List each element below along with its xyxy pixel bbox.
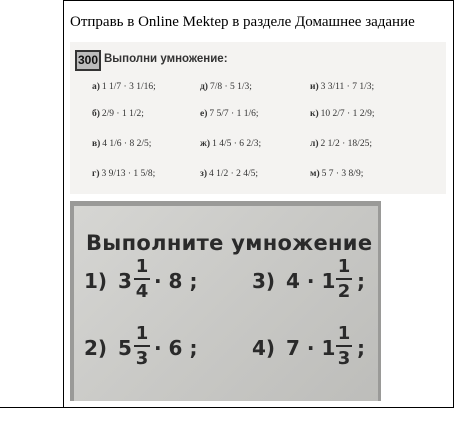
exercise-item: г) 3 9/13 · 1 5/8; — [92, 169, 156, 179]
photo-item-tail: ; — [357, 336, 365, 360]
photo-item-whole: 5 — [118, 336, 132, 360]
exercise-number: 300 — [75, 50, 101, 71]
photo-heading: Выполните умножение — [86, 231, 373, 255]
textbook-exercise-image — [70, 42, 446, 194]
photo-item-fraction: 1 2 — [337, 256, 351, 302]
photo-item-label: 2) — [84, 336, 108, 360]
photo-item-head: 7 · 1 — [286, 336, 336, 360]
exercise-photo — [70, 201, 381, 401]
exercise-item: з) 4 1/2 · 2 4/5; — [200, 169, 259, 179]
assignment-title: Отправь в Online Mektep в разделе Домашнее задание — [70, 14, 415, 30]
photo-item-tail: · 8 ; — [154, 269, 198, 293]
exercise-item: в) 4 1/6 · 8 2/5; — [92, 139, 152, 149]
photo-item-fraction: 1 3 — [337, 323, 351, 369]
table-border-top — [63, 0, 454, 1]
photo-item-label: 3) — [252, 269, 276, 293]
photo-item-fraction: 1 3 — [135, 323, 149, 369]
photo-item-tail: · 6 ; — [154, 336, 198, 360]
exercise-item: и) 3 3/11 · 7 1/3; — [310, 82, 375, 92]
exercise-item: а) 1 1/7 · 3 1/16; — [92, 82, 156, 92]
exercise-item: б) 2/9 · 1 1/2; — [92, 109, 144, 119]
photo-item-label: 1) — [84, 269, 108, 293]
exercise-item: к) 10 2/7 · 1 2/9; — [310, 109, 375, 119]
photo-item-whole: 3 — [118, 269, 132, 293]
photo-item-tail: ; — [357, 269, 365, 293]
photo-item-label: 4) — [252, 336, 276, 360]
exercise-heading: Выполни умножение: — [104, 53, 228, 65]
exercise-item: м) 5 7 · 3 8/9; — [310, 169, 364, 179]
exercise-item: д) 7/8 · 5 1/3; — [200, 82, 252, 92]
photo-item-head: 4 · 1 — [286, 269, 336, 293]
photo-item-fraction: 1 4 — [135, 256, 149, 302]
table-border-bottom — [0, 407, 454, 408]
exercise-item: ж) 1 4/5 · 6 2/3; — [200, 139, 262, 149]
exercise-item: л) 2 1/2 · 18/25; — [310, 139, 372, 149]
table-border-left — [63, 0, 64, 408]
exercise-item: е) 7 5/7 · 1 1/6; — [200, 109, 259, 119]
